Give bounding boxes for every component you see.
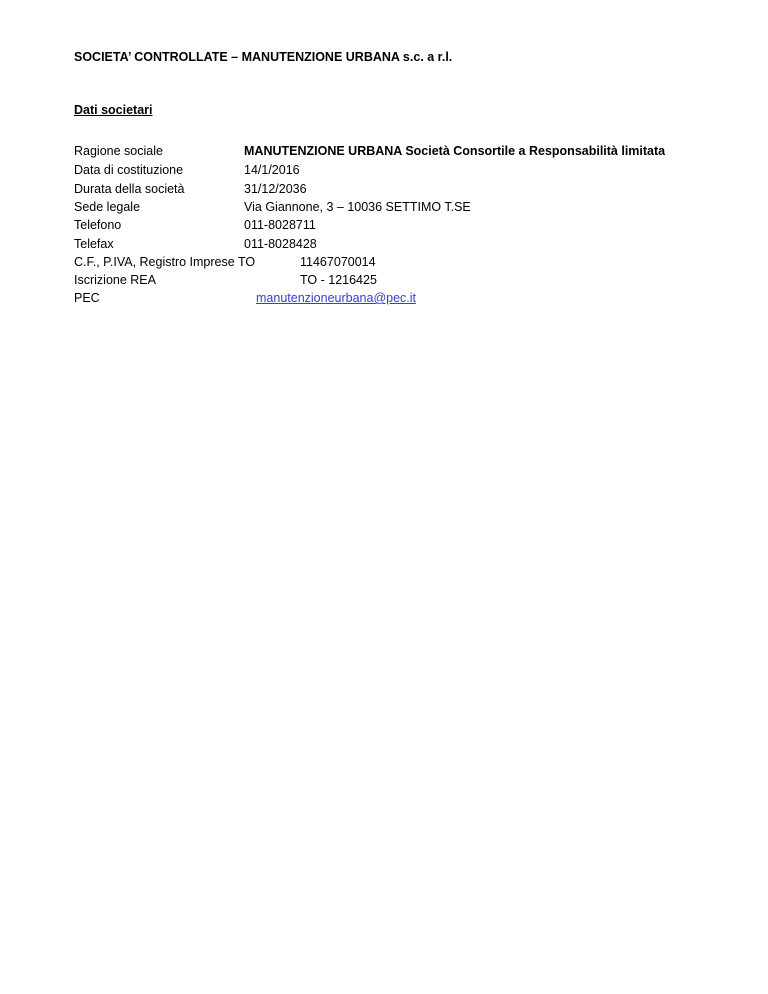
pec-email-link[interactable]: manutenzioneurbana@pec.it [256,291,417,305]
field-value: 31/12/2036 [244,182,307,196]
document-title: SOCIETA’ CONTROLLATE – MANUTENZIONE URBANA s.c. a r.l. [74,50,453,64]
field-value: MANUTENZIONE URBANA Società Consortile a Responsabilità limitata [244,144,666,158]
field-value: 11467070014 [300,255,376,269]
field-label: Iscrizione REA [74,273,156,287]
field-value: TO - 1216425 [300,273,377,287]
field-value: 011-8028711 [244,218,316,232]
field-label: C.F., P.IVA, Registro Imprese TO [74,255,256,269]
field-label: Telefono [74,218,122,232]
field-label: Data di costituzione [74,163,184,177]
field-label: Durata della società [74,182,185,196]
field-label: Ragione sociale [74,144,163,158]
field-label: PEC [74,291,100,305]
field-value: 14/1/2016 [244,163,300,177]
field-value: 011-8028428 [244,237,317,251]
field-value: Via Giannone, 3 – 10036 SETTIMO T.SE [244,200,471,214]
field-label: Telefax [74,237,114,251]
section-heading: Dati societari [74,103,153,117]
field-label: Sede legale [74,200,141,214]
